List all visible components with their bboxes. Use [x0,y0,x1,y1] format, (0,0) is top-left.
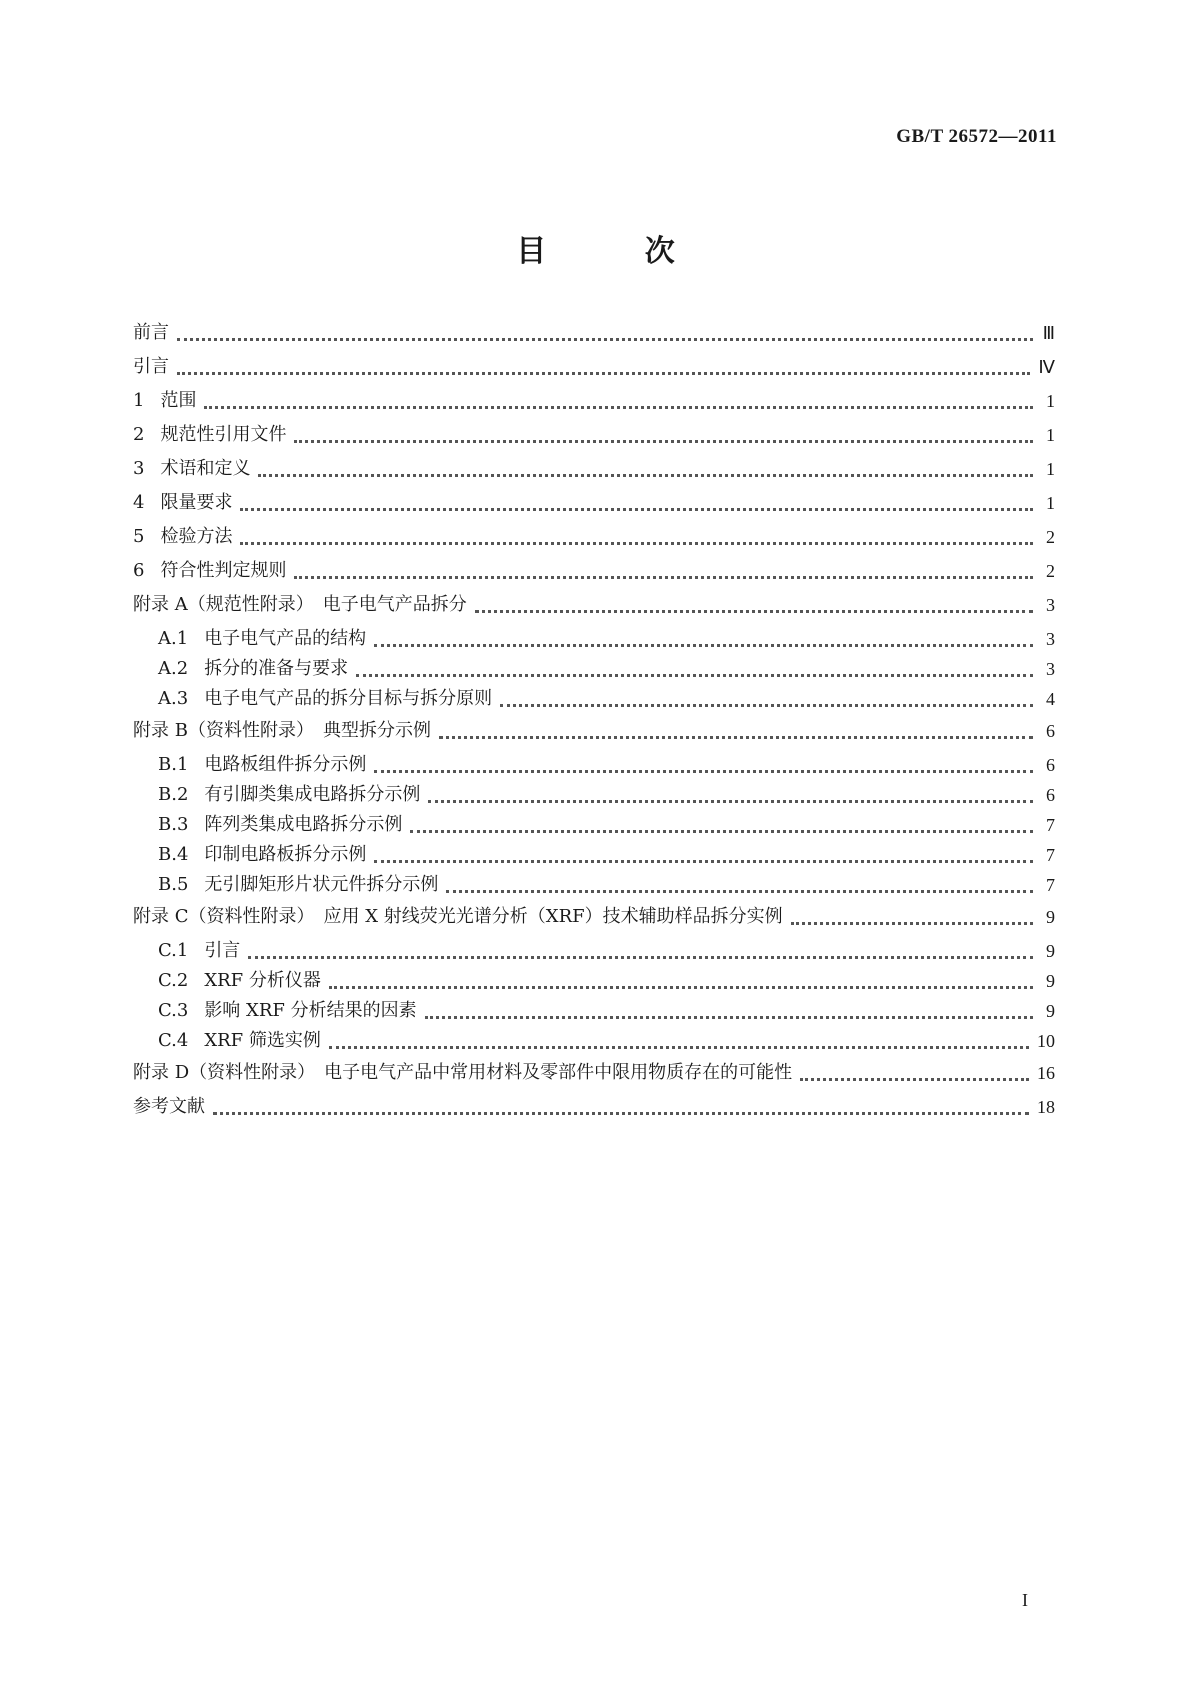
dot-leader [439,736,1033,739]
toc-entry-page: 2 [1046,561,1055,581]
dot-leader [213,1112,1029,1115]
toc-entry-number: 5 [133,526,145,547]
toc-entry-text: 参考文献 [133,1096,205,1117]
toc-entry[interactable] [133,524,1055,550]
dot-leader [500,704,1033,707]
toc-entry-number: B.3 [158,814,189,835]
toc-entry-number: C.2 [158,970,189,991]
dot-leader [428,800,1033,803]
toc-entry-annex[interactable] [133,904,1055,930]
toc-entry-text: 电路板组件拆分示例 [204,754,367,775]
toc-entry-number: 6 [133,560,145,581]
toc-entry-annex[interactable] [133,1060,1055,1086]
toc-entry-page: 9 [1046,971,1055,991]
toc-entry-text: 附录 A（规范性附录） 电子电气产品拆分 [133,594,467,615]
toc-entry-page: 1 [1046,493,1055,513]
dot-leader [258,474,1033,477]
toc-entry-page: 16 [1037,1063,1055,1083]
toc-entry[interactable] [133,558,1055,584]
toc-subentry[interactable] [158,812,1055,838]
toc-subentry[interactable] [158,842,1055,868]
toc-entry-page: 9 [1046,907,1055,927]
toc-entry-page: 2 [1046,527,1055,547]
toc-subentry[interactable] [158,752,1055,778]
toc-entry-page: Ⅳ [1038,357,1055,377]
toc-entry-text: 电子电气产品的拆分目标与拆分原则 [204,688,493,709]
dot-leader [177,338,1033,341]
dot-leader [294,440,1033,443]
toc-entry-number: B.2 [158,784,189,805]
toc-entry[interactable] [133,1094,1055,1120]
dot-leader [248,956,1033,959]
dot-leader [240,542,1033,545]
toc-subentry[interactable] [158,656,1055,682]
dot-leader [329,1046,1029,1049]
toc-entry-page: 3 [1046,629,1055,649]
dot-leader [446,890,1033,893]
page-number: I [1022,1590,1028,1610]
dot-leader [204,406,1033,409]
toc-subentry[interactable] [158,968,1055,994]
toc-subentry[interactable] [158,626,1055,652]
toc-entry-page: 6 [1046,755,1055,775]
toc-entry-number: A.2 [158,658,189,679]
toc-entry-text: 拆分的准备与要求 [204,658,349,679]
toc-subentry[interactable] [158,782,1055,808]
toc-entry-text: 检验方法 [160,526,233,547]
dot-leader [425,1016,1033,1019]
toc-entry-page: 3 [1046,595,1055,615]
toc-entry-text: 术语和定义 [160,458,251,479]
toc-entry-text: XRF 分析仪器 [204,970,321,991]
toc-entry-number: A.1 [158,628,189,649]
dot-leader [374,860,1033,863]
dot-leader [240,508,1033,511]
toc-entry-text: 附录 C（资料性附录） 应用 X 射线荧光光谱分析（XRF）技术辅助样品拆分实例 [133,906,783,927]
toc-entry-page: 18 [1037,1097,1055,1117]
toc-entry[interactable] [133,456,1055,482]
toc-entry-page: 9 [1046,941,1055,961]
toc-subentry[interactable] [158,686,1055,712]
toc-entry[interactable] [133,490,1055,516]
toc-entry[interactable] [133,422,1055,448]
toc-entry-text: 有引脚类集成电路拆分示例 [204,784,421,805]
toc-entry-page: Ⅲ [1042,323,1055,343]
toc-entry[interactable] [133,320,1055,346]
dot-leader [294,576,1033,579]
toc-entry-page: 9 [1046,1001,1055,1021]
dot-leader [329,986,1033,989]
dot-leader [374,770,1033,773]
standard-code: GB/T 26572—2011 [896,126,1057,147]
toc-entry-page: 7 [1046,815,1055,835]
toc-entry-text: 印制电路板拆分示例 [204,844,367,865]
toc-entry-text: 限量要求 [160,492,233,513]
toc-entry-annex[interactable] [133,718,1055,744]
toc-entry-page: 1 [1046,459,1055,479]
toc-entry-text: 符合性判定规则 [160,560,287,581]
toc-entry-text: 规范性引用文件 [160,424,287,445]
toc-entry[interactable] [133,388,1055,414]
toc-entry-page: 10 [1037,1031,1055,1051]
dot-leader [800,1078,1029,1081]
dot-leader [475,610,1033,613]
toc-entry-text: XRF 筛选实例 [204,1030,321,1051]
toc-entry-number: 2 [133,424,145,445]
toc-entry-text: 前言 [133,322,169,343]
toc-subentry[interactable] [158,1028,1055,1054]
toc-entry-number: A.3 [158,688,189,709]
dot-leader [356,674,1033,677]
toc-entry-text: 阵列类集成电路拆分示例 [204,814,403,835]
toc-entry-page: 6 [1046,721,1055,741]
toc-entry-text: 范围 [160,390,197,411]
toc-entry-page: 7 [1046,845,1055,865]
toc-entry-text: 引言 [204,940,241,961]
toc-entry-text: 电子电气产品的结构 [204,628,367,649]
toc-entry-page: 1 [1046,391,1055,411]
toc-entry-text: 附录 B（资料性附录） 典型拆分示例 [133,720,431,741]
toc-entry-number: B.5 [158,874,189,895]
toc-subentry[interactable] [158,998,1055,1024]
dot-leader [410,830,1033,833]
toc-entry-text: 引言 [133,356,169,377]
toc-entry-page: 1 [1046,425,1055,445]
toc-entry-text: 影响 XRF 分析结果的因素 [204,1000,417,1021]
toc-entry-number: 4 [133,492,145,513]
toc-subentry[interactable] [158,938,1055,964]
toc-entry-number: C.3 [158,1000,189,1021]
toc-entry-annex[interactable] [133,592,1055,618]
toc-entry-number: 3 [133,458,145,479]
toc-subentry[interactable] [158,872,1055,898]
toc-entry-page: 6 [1046,785,1055,805]
toc-entry-number: 1 [133,390,145,411]
toc-entry-page: 7 [1046,875,1055,895]
toc-entry-number: C.1 [158,940,189,961]
toc-entry[interactable] [133,354,1055,380]
toc-entry-number: B.4 [158,844,189,865]
toc-entry-number: B.1 [158,754,189,775]
toc-entry-number: C.4 [158,1030,189,1051]
toc-entry-text: 无引脚矩形片状元件拆分示例 [204,874,439,895]
toc-entry-page: 3 [1046,659,1055,679]
toc-entry-text: 附录 D（资料性附录） 电子电气产品中常用材料及零部件中限用物质存在的可能性 [133,1062,793,1083]
page-title: 目 次 [516,234,719,269]
dot-leader [374,644,1033,647]
dot-leader [177,372,1030,375]
dot-leader [791,922,1033,925]
toc-entry-page: 4 [1046,689,1055,709]
